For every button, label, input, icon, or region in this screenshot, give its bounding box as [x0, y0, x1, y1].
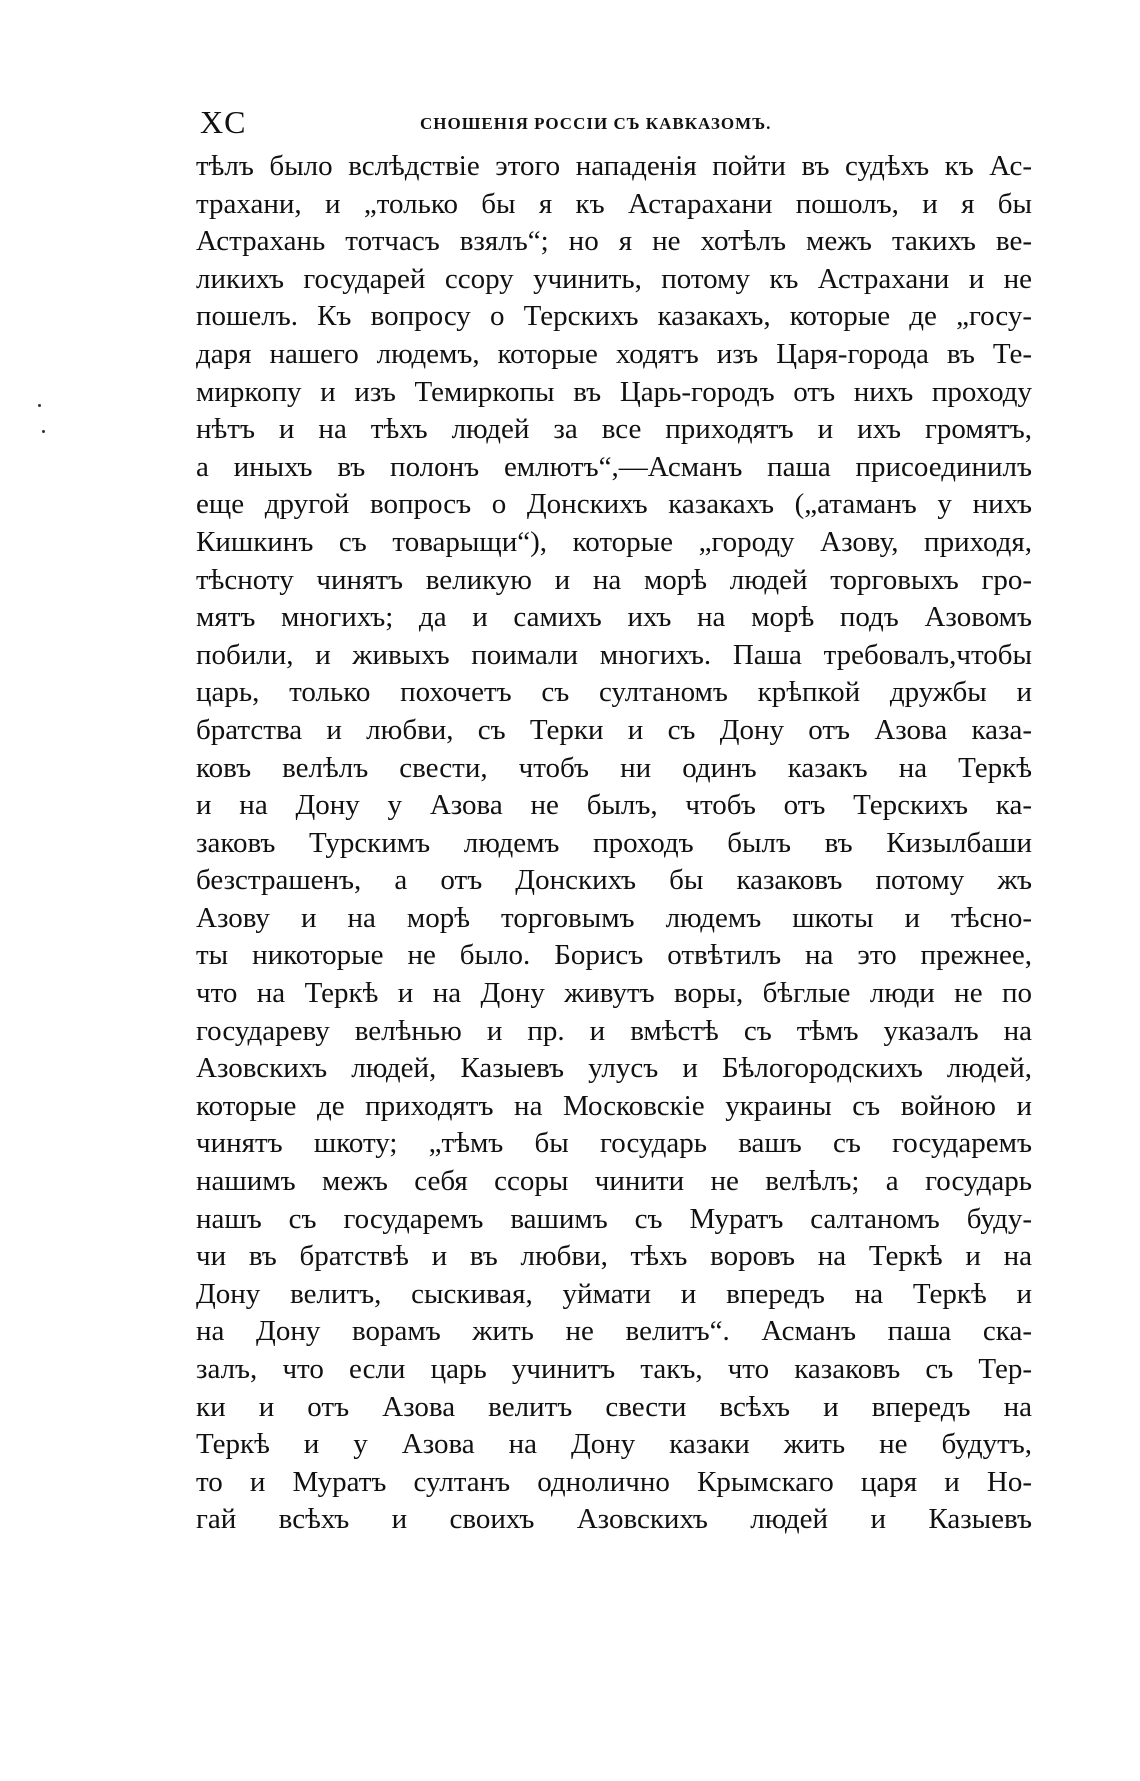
text-line: заковъ Турскимъ людемъ проходъ былъ въ Кизылбаши — [196, 826, 1032, 859]
text-line: царь, только похочетъ съ султаномъ крѣпкой дружбы и — [196, 676, 1032, 709]
text-line: мятъ многихъ; да и самихъ ихъ на морѣ подъ Азовомъ — [196, 601, 1032, 634]
text-line: пошелъ. Къ вопросу о Терскихъ казакахъ, которые де „госу- — [196, 300, 1032, 333]
text-line: гай всѣхъ и своихъ Азовскихъ людей и Казыевъ — [196, 1503, 1032, 1536]
page-number: XC — [200, 104, 247, 140]
text-line: побили, и живыхъ поимали многихъ. Паша требовалъ,чтобы — [196, 638, 1032, 671]
text-line: то и Муратъ султанъ одноличнo Крымскаго царя и Но- — [196, 1465, 1032, 1498]
text-line: безстрашенъ, а отъ Донскихъ бы казаковъ потому жъ — [196, 864, 1032, 897]
scan-speck — [42, 430, 45, 433]
text-line: Дону велитъ, сыскивая, уймати и впередъ на Теркѣ и — [196, 1277, 1032, 1310]
scan-speck — [38, 404, 41, 407]
text-line: Астрахань тотчасъ взялъ“; но я не хотѣлъ межъ такихъ ве- — [196, 225, 1032, 258]
text-line: ки и отъ Азова велитъ свести всѣхъ и впередъ на — [196, 1390, 1032, 1423]
text-line: Азову и на морѣ торговымъ людемъ шкоты и тѣсно- — [196, 901, 1032, 934]
text-line: ликихъ государей ссору учинить, потому къ Астрахани и не — [196, 262, 1032, 295]
text-line: чинятъ шкоту; „тѣмъ бы государь вашъ съ государемъ — [196, 1127, 1032, 1160]
text-line: ковъ велѣлъ свести, чтобъ ни одинъ казакъ на Теркѣ — [196, 751, 1032, 784]
text-line: миркопу и изъ Темиркопы въ Царь-городъ отъ нихъ проходу — [196, 375, 1032, 408]
text-line: тѣлъ было вслѣдствіе этого нападенія пойти въ судѣхъ къ Ас- — [196, 150, 1032, 182]
text-line: чи въ братствѣ и въ любви, тѣхъ воровъ на Теркѣ и на — [196, 1240, 1032, 1273]
text-line: государеву велѣнью и пр. и вмѣстѣ съ тѣмъ указалъ на — [196, 1014, 1032, 1047]
text-line: Кишкинъ съ товарыщи“), которые „городу Азову, приходя, — [196, 525, 1032, 558]
text-line: залъ, что если царь учинитъ такъ, что казаковъ съ Тер- — [196, 1353, 1032, 1385]
text-line: что на Теркѣ и на Дону живутъ воры, бѣглые люди не по — [196, 977, 1032, 1010]
body-text — [196, 148, 1032, 1539]
text-line: братства и любви, съ Терки и съ Дону отъ Азова каза- — [196, 713, 1032, 746]
text-line: нашъ съ государемъ вашимъ съ Муратъ салтаномъ буду- — [196, 1202, 1032, 1235]
text-line: на Дону ворамъ жить не велитъ“. Асманъ паша ска- — [196, 1315, 1032, 1348]
text-line: еще другой вопросъ о Донскихъ казакахъ („атаманъ у нихъ — [196, 488, 1032, 521]
text-line: даря нашего людемъ, которые ходятъ изъ Царя-города въ Те- — [196, 337, 1032, 370]
text-line: а иныхъ въ полонъ емлютъ“,—Асманъ паша присоединилъ — [196, 450, 1032, 483]
text-line: тѣсноту чинятъ великую и на морѣ людей торговыхъ гро- — [196, 563, 1032, 596]
text-line: которые де приходятъ на Московскіе украины съ войною и — [196, 1089, 1032, 1122]
text-line: трахани, и „только бы я къ Астарахани пошолъ, и я бы — [196, 187, 1032, 220]
running-head: СНОШЕНІЯ РОССІИ СЪ КАВКАЗОМЪ. — [420, 114, 772, 133]
text-line: Азовскихъ людей, Казыевъ улусъ и Бѣлогородскихъ людей, — [196, 1052, 1032, 1085]
text-line: Теркѣ и у Азова на Дону казаки жить не будутъ, — [196, 1428, 1032, 1461]
text-line: нашимъ межъ себя ссоры чинити не велѣлъ; а государь — [196, 1165, 1032, 1198]
page-header — [200, 104, 1030, 144]
text-line: ты никоторые не было. Борисъ отвѣтилъ на это прежнее, — [196, 939, 1032, 972]
text-line: нѣтъ и на тѣхъ людей за все приходятъ и ихъ громятъ, — [196, 413, 1032, 446]
text-line: и на Дону у Азова не былъ, чтобъ отъ Терскихъ ка- — [196, 789, 1032, 822]
